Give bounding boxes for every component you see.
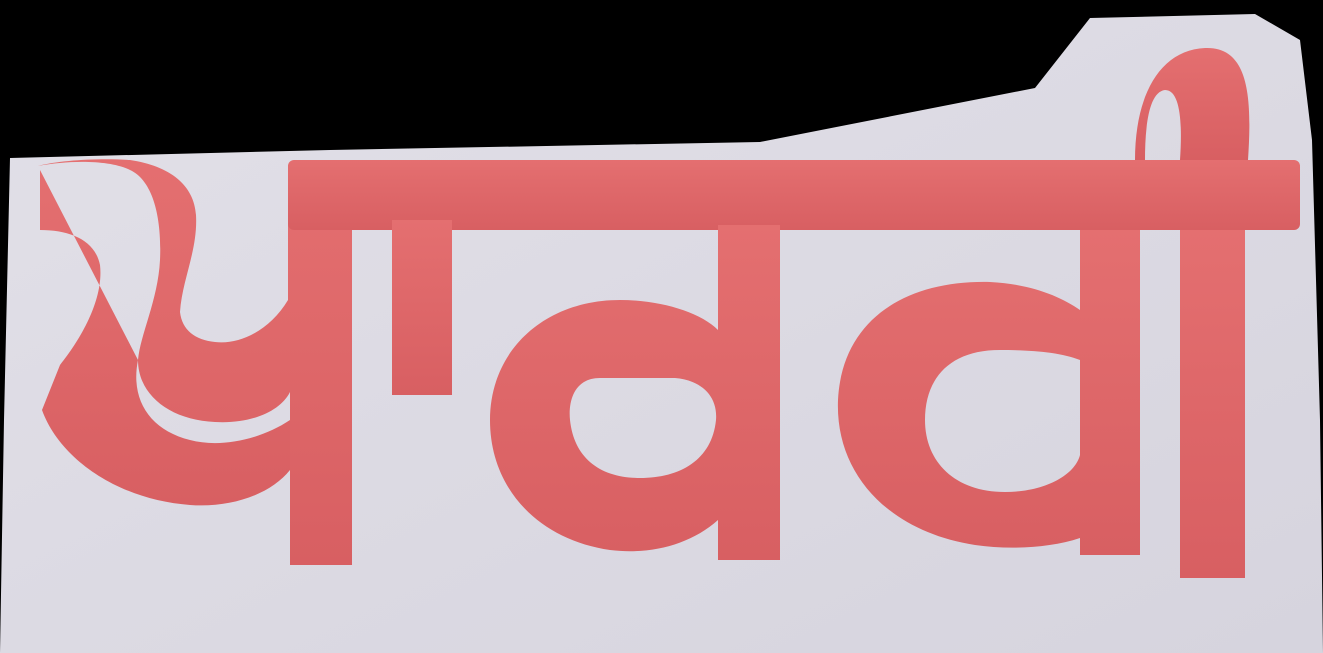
headline-bar (288, 160, 1300, 230)
glyph-kanna (392, 220, 452, 395)
